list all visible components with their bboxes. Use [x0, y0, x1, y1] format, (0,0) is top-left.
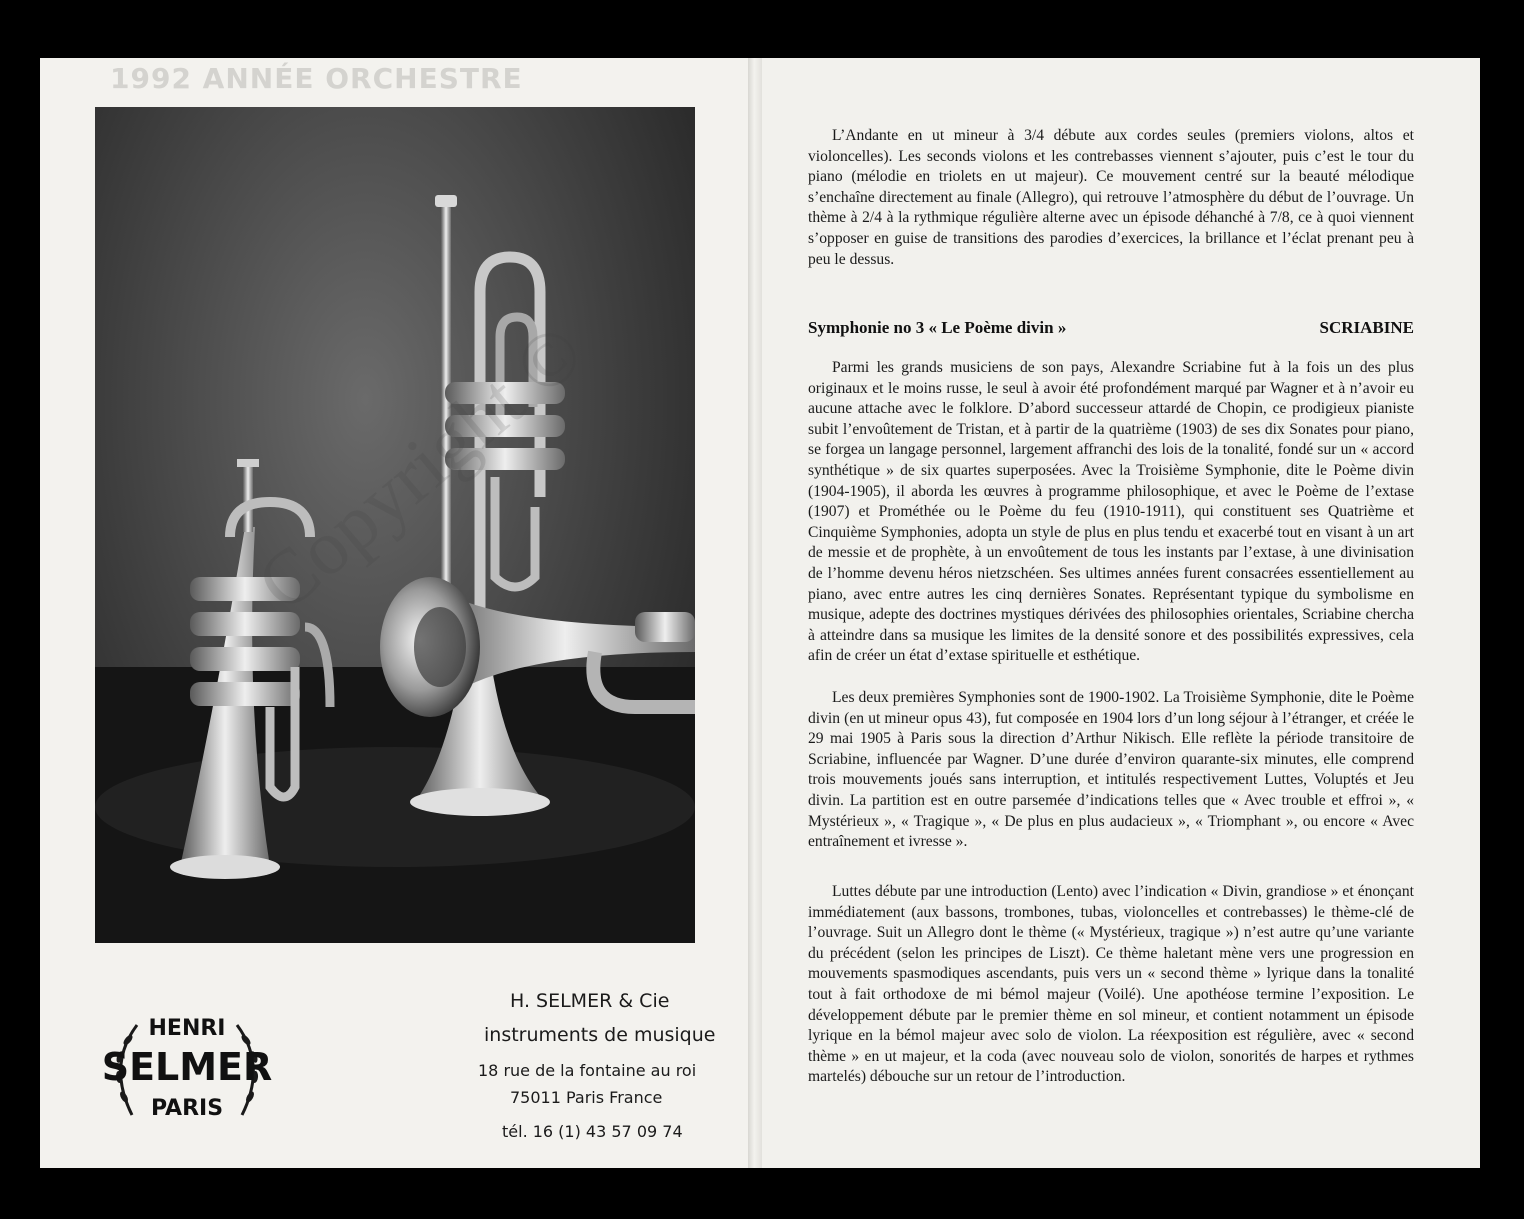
company-name: H. SELMER & Cie [510, 990, 670, 1012]
company-tagline: instruments de musique [484, 1024, 716, 1046]
page-gutter [748, 58, 762, 1168]
paragraph-luttes-text: Luttes débute par une introduction (Lento) avec l’indication « Divin, grandiose » et énonçant immédiatement (aux bassons, trombones, tubas, violoncelles et contrebasses) le thème-clé de l’ouvrage. Suit un Allegro dont le thème (« Mystérieux, tragique ») n’est autre qu’une variante du précédent (selon les principes de Liszt). Ce thème haletant mène vers une progression en mouvements spasmodiques ascendants, puis vers un « second thème » lyrique dans la tonalité tout à fait orthodoxe de mi bémol majeur (Voilé). Une apothéose termine l’exposition. Le développement débute par le premier thème en sol mineur, et contient notamment un épisode lyrique en la bémol majeur avec solo de violon. La réexposition est régulière, avec « second thème » en ut majeur, et la coda (avec nouveau solo de violon, sonorités de harpes et rythmes martelés) débouche sur un retour de l’introduction. [808, 883, 1414, 1086]
logo-bottom: PARIS [150, 1096, 224, 1121]
paragraph-andante-text: L’Andante en ut mineur à 3/4 débute aux cordes seules (premiers violons, altos et violoncelles). Les seconds violons et les contrebasses viennent s’ajouter, puis c’est le tour du piano (mélodie en triolets en ut majeur). Ce mouvement centré sur la beauté mélodique s’enchaîne directement au finale (Allegro), qui retrouve l’atmosphère du début de l’ouvrage. Un thème à 2/4 à la rythmique régulière alterne avec un épisode déhanché à 7/8, ce à quoi viennent s’opposer en guise de transitions des parodies d’exercices, la brillance et l’éclat prenant peu à peu le dessus. [808, 127, 1414, 268]
section-heading [808, 318, 1414, 342]
paragraph-biography [808, 358, 1414, 667]
paragraph-biography-text: Parmi les grands musiciens de son pays, Alexandre Scriabine fut à la fois un des plus originaux et le moins russe, le seul à avoir été profondément marqué par Wagner et à n’avoir eu aucune attache avec le folklore. D’abord successeur attardé de Chopin, ce prodigieux pianiste subit l’envoûtement de Tristan, et à partir de la quatrième (1903) de ses dix Sonates pour piano, se forgea un langage personnel, largement affranchi des lois de la tonalité, fondé sur un « accord synthétique » de six quartes superposées. Avec la Troisième Symphonie, dite le Poème divin (1904-1905), il aborda les œuvres à programme philosophique, et avec le Poème de l’extase (1907) et Prométhée ou le Poème du feu (1910-1911), qui constituent ses Quatrième et Cinquième Symphonies, adopta un style de plus en plus tendu et exacerbé tout en visant à un art de messie et de prophète, à un envoûtement de tous les instants par l’extase, à une divinisation de l’homme devenu héros nietzschéen. Ses ultimes années furent consacrées essentiellement au piano, avec entre autres les cinq dernières Sonates. Représentant typique du symbolisme en musique, adepte des doctrines mystiques dérivées des philosophies orientales, Scriabine chercha à atteindre dans sa musique les limites de la densité sonore et des possibilités expressives, cela afin de créer un état d’extase spirituelle et esthétique. [808, 359, 1414, 665]
logo-top: HENRI [148, 1016, 226, 1041]
trumpets-photo [95, 107, 695, 943]
selmer-logo-mark [92, 995, 282, 1145]
paragraph-symphonies-text: Les deux premières Symphonies sont de 1900-1902. La Troisième Symphonie, dite le Poème divin (en ut mineur opus 43), fut composée en 1904 lors d’un long séjour à l’étranger, et créée le 29 mai 1905 à Paris sous la direction d’Arthur Nikisch. Elle reflète la période transitoire de Scriabine, influencée par Wagner. D’une durée d’environ quarante-six minutes, elle comprend trois mouvements joués sans interruption, et intitulés respectivement Luttes, Voluptés et Jeu divin. La partition est en outre parsemée d’indications telles que « Avec trouble et effroi », « Mystérieux », « Tragique », « De plus en plus audacieux », « Triomphant », ou encore « Avec entraînement et ivresse ». [808, 689, 1414, 851]
phone-number: tél. 16 (1) 43 57 09 74 [502, 1122, 683, 1141]
bleed-through-text: 1992 ANNÉE ORCHESTRE [110, 62, 523, 95]
selmer-logo [92, 995, 282, 1145]
paragraph-symphonies [808, 688, 1414, 853]
trumpets-illustration [95, 107, 695, 943]
address-street: 18 rue de la fontaine au roi [478, 1061, 697, 1080]
paragraph-luttes [808, 882, 1414, 1088]
paragraph-andante [808, 126, 1414, 270]
logo-middle: SELMER [101, 1045, 273, 1089]
address-city: 75011 Paris France [510, 1088, 663, 1107]
symphony-title: Symphonie no 3 « Le Poème divin » [808, 318, 1067, 337]
composer-name: SCRIABINE [1319, 318, 1414, 337]
